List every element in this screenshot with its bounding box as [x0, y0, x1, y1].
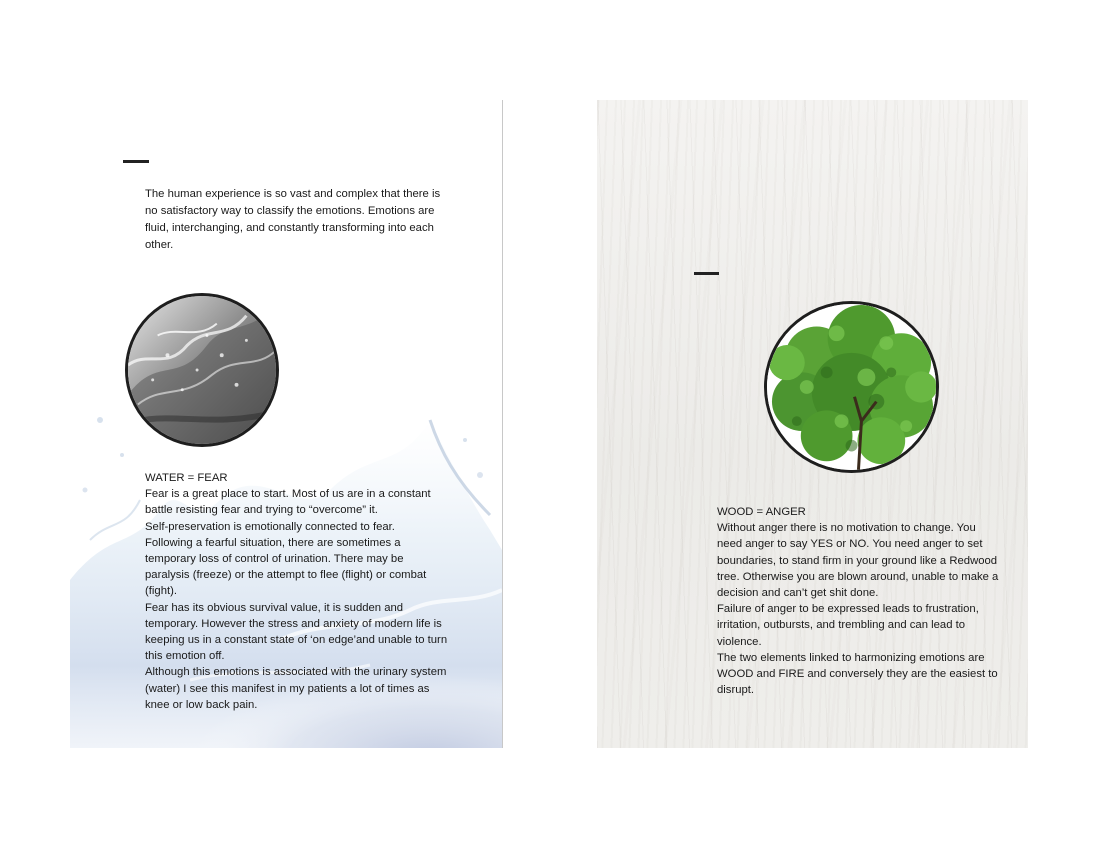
section-dash	[123, 160, 149, 163]
paragraph: The two elements linked to harmonizing emotions are WOOD and FIRE and conversely they are the easiest to disrupt.	[717, 651, 998, 697]
water-fear-section	[145, 470, 450, 713]
tree-photo-icon	[767, 304, 936, 470]
paragraph: Although this emotions is associated with the urinary system (water) I see this manifest in my patients a lot of times as knee or low back pain.	[145, 666, 447, 711]
section-heading: WOOD = ANGER	[717, 506, 806, 518]
paragraph: Self-preservation is emotionally connected to fear.	[145, 520, 395, 533]
page-divider	[502, 100, 503, 748]
paragraph: Following a fearful situation, there are sometimes a temporary loss of control of urination. There may be paralysis (freeze) or the attempt to flee (flight) or combat (fight).	[145, 536, 427, 598]
paragraph: Fear is a great place to start. Most of us are in a constant battle resisting fear and trying to “overcome” it.	[145, 488, 431, 517]
paragraph: Failure of anger to be expressed leads to frustration, irritation, outbursts, and trembling and can lead to violence.	[717, 603, 979, 648]
section-dash	[694, 272, 719, 275]
water-image	[125, 293, 279, 447]
paragraph: Without anger there is no motivation to change. You need anger to say YES or NO. You need anger to set boundaries, to stand firm in your ground like a Redwood tree. Otherwise you are blown around, unable to make a decision and can’t get shit done.	[717, 522, 999, 600]
water-photo-icon	[128, 296, 276, 444]
tree-image	[764, 301, 939, 473]
left-page	[70, 100, 502, 748]
intro-text: The human experience is so vast and complex that there is no satisfactory way to classify the emotions. Emotions are fluid, interchanging, and constantly transforming into each other.	[145, 188, 441, 251]
section-heading: WATER = FEAR	[145, 472, 228, 484]
wood-anger-section	[717, 504, 1003, 698]
right-page	[597, 100, 1028, 748]
paragraph: Fear has its obvious survival value, it is sudden and temporary. However the stress and anxiety of modern life is keeping us in a constant state of ‘on edge’and unable to turn this emotion off.	[145, 601, 448, 663]
